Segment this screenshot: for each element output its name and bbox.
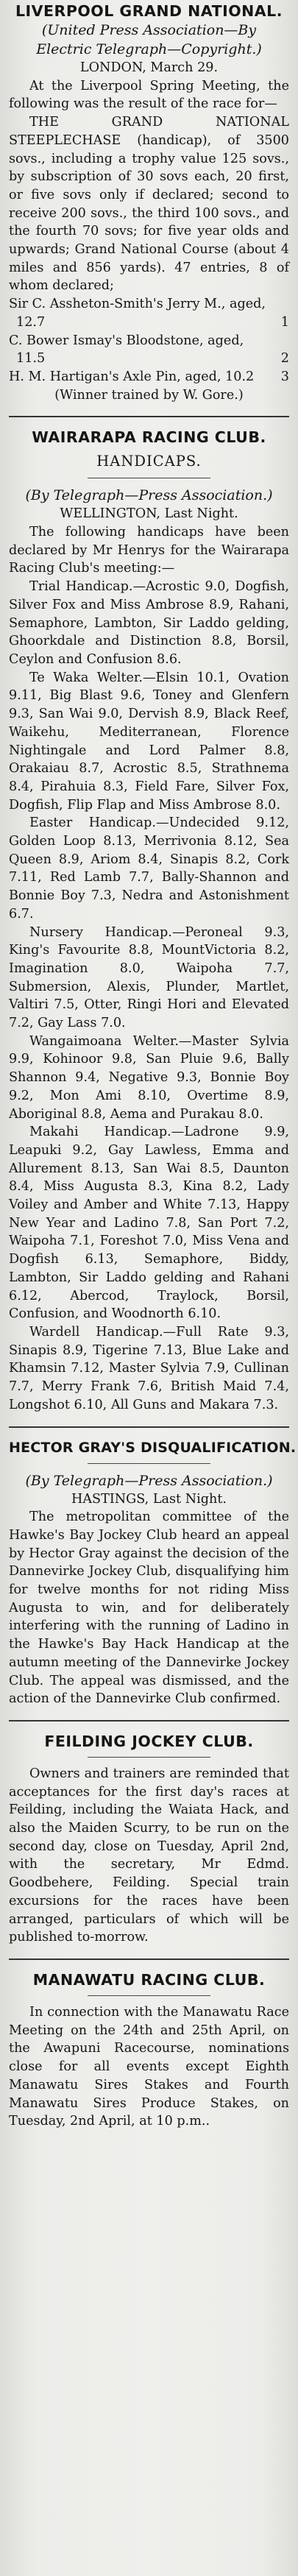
paragraph: The following handicaps have been declared by Mr Henrys for the Wairarapa Racing Club's meeting:— xyxy=(9,525,289,576)
credit-line: (By Telegraph—Press Association.) xyxy=(25,1472,273,1489)
section-divider xyxy=(9,416,289,417)
handicap-paragraph: Trial Handicap.—Acrostic 9.0, Dogfish, Silver Fox and Miss Ambrose 8.9, Rahani, Semaphore, Lambton, Sir Laddo gelding, Ghoorkdale and Distinction 8.8, Borsil, Ceylon and Confusion 8.6. xyxy=(9,579,289,667)
section-divider xyxy=(9,1720,289,1722)
article-heading: HECTOR GRAY'S DISQUALIFICATION. xyxy=(9,1439,297,1456)
short-divider xyxy=(88,1995,211,1996)
credit-line: (By Telegraph—Press Association.) xyxy=(25,487,273,504)
handicap-paragraph: Nursery Handicap.—Peroneal 9.3, King's Favourite 8.8, MountVictoria 8.2, Imagination 8.0, Waipoha 7.7, Submersion, Alexis, Plunder, Martlet, Valtiri 7.5, Otter, Ringi Hori and Elevated 7.2, Gay Lass 7.0. xyxy=(9,924,289,1031)
article-heading: WAIRARAPA RACING CLUB. xyxy=(32,428,266,447)
paragraph: In connection with the Manawatu Race Meeting on the 24th and 25th April, on the Awapuni Racecourse, nominations close for all events except Eighth Manawatu Sires Stakes and Fourth Manawatu Sires Produce Stakes, on Tuesday, 2nd April, at 10 p.m.. xyxy=(9,2004,289,2129)
placing-row xyxy=(9,368,289,386)
hector-gray-article xyxy=(9,1438,297,1708)
article-body xyxy=(9,1490,289,1708)
handicap-paragraph: Wardell Handicap.—Full Rate 9.3, Sinapis 8.9, Tigerine 7.13, Blue Lake and Khamsin 7.12, Master Sylvia 7.9, Cullinan 7.7, Merry Frank 7.6, British Maid 7.4, Longshot 6.10, All Guns and Makara 7.3. xyxy=(9,1325,289,1412)
manawatu-article xyxy=(9,1970,289,2131)
article-body xyxy=(9,2003,289,2131)
short-divider xyxy=(88,1757,211,1758)
article-heading: LIVERPOOL GRAND NATIONAL. xyxy=(15,2,283,20)
paragraph: THE GRAND NATIONAL STEEPLECHASE (handicap), of 3500 sovs., including a trophy value 125 sovs., by subscription of 30 sovs each, 20 first, or five sovs only if declared; second to receive 200 sovs., the third 100 sovs., and the fourth 70 sovs; for five year olds and upwards; Grand National Course (about 4 miles and 856 yards). 47 entries, 8 of whom declared; xyxy=(9,115,289,294)
placing-position: 3 xyxy=(280,369,289,384)
dateline: LONDON, March 29. xyxy=(79,60,219,75)
placing-text: C. Bower Ismay's Bloodstone, aged, 11.5 xyxy=(9,333,244,367)
handicap-paragraph: Te Waka Welter.—Elsin 10.1, Ovation 9.11, Big Blast 9.6, Toney and Glenfern 9.3, San Wai 9.0, Dervish 8.9, Black Reef, Waikehu, Mediterranean, Florence Nightingale and Lord Palmer 8.8, Orakaiau 8.7, Acrostic 8.5, Strathnema 8.4, Pirahuia 8.3, Field Fare, Silver Fox, Dogfish, Flip Flap and Miss Ambrose 8.0. xyxy=(9,670,289,813)
section-divider xyxy=(9,1958,289,1960)
handicap-paragraph: Wangaimoana Welter.—Master Sylvia 9.9, Kohinoor 9.8, San Pluie 9.6, Bally Shannon 9.4, Negative 9.3, Bonnie Boy 9.2, Mon Ami 8.10, Overtime 8.9, Aboriginal 8.8, Aema and Purakau 8.0. xyxy=(9,1033,289,1122)
short-divider xyxy=(88,1463,211,1464)
placing-position: 2 xyxy=(280,351,289,367)
article-body xyxy=(9,59,289,295)
placing-position: 1 xyxy=(280,314,289,330)
winner-note: (Winner trained by W. Gore.) xyxy=(54,387,244,403)
section-divider xyxy=(9,1426,289,1428)
paragraph: The metropolitan committee of the Hawke's Bay Jockey Club heard an appeal by Hector Gray against the decision of the Dannevirke Jockey Club, disqualifying him for twelve months for not riding Miss Augusta to win, and for deliberately interfering with the running of Ladino in the Hawke's Bay Hack Handicap at the autumn meeting of the Dannevirke Jockey Club. The appeal was dismissed, and the action of the Dannevirke Club confirmed. xyxy=(9,1510,289,1707)
article-heading: MANAWATU RACING CLUB. xyxy=(32,1970,266,1989)
subheading: HANDICAPS. xyxy=(96,453,202,470)
dateline: HASTINGS, Last Night. xyxy=(71,1491,227,1507)
dateline: WELLINGTON, Last Night. xyxy=(60,506,238,522)
article-heading: FEILDING JOCKEY CLUB. xyxy=(44,1732,254,1750)
placing-row xyxy=(9,332,289,368)
handicap-paragraph: Makahi Handicap.—Ladrone 9.9, Leapuki 9.2, Gay Lawless, Emma and Allurement 8.13, San Wai 8.5, Daunton 8.4, Miss Augusta 8.3, Kina 8.2, Lady Voiley and Amber and White 7.13, Happy New Year and Ladino 7.8, San Port 7.2, Waipoha 7.1, Foreshot 7.0, Miss Vena and Dogfish 6.13, Semaphore, Biddy, Lambton, Sir Laddo gelding and Rahani 6.12, Abercod, Traylock, Borsil, Confusion, and Woodnorth 6.10. xyxy=(9,1125,289,1322)
paragraph: At the Liverpool Spring Meeting, the following was the result of the race for— xyxy=(9,78,289,112)
liverpool-article xyxy=(9,0,289,404)
article-body xyxy=(9,1765,289,1947)
credit-line: (United Press Association—By Electric Telegraph—Copyright.) xyxy=(36,22,262,57)
handicap-paragraph: Easter Handicap.—Undecided 9.12, Golden Loop 8.13, Merrivonia 8.12, Sea Queen 8.9, Ariom 8.4, Sinapis 8.2, Cork 7.11, Red Lamb 7.7, Bally-Shannon and Bonnie Boy 7.3, Nedra and Astonishment 6.7. xyxy=(9,815,289,921)
placing-row xyxy=(9,295,289,331)
placing-text: Sir C. Assheton-Smith's Jerry M., aged, 12.7 xyxy=(9,297,266,330)
placing-text: H. M. Hartigan's Axle Pin, aged, 10.2 xyxy=(9,369,255,384)
feilding-article xyxy=(9,1732,289,1947)
article-body xyxy=(9,505,289,1414)
wairarapa-article xyxy=(9,428,289,1414)
paragraph: Owners and trainers are reminded that acceptances for the first day's races at Feilding, including the Waiata Hack, and also the Maiden Scurry, to be run on the second day, close on Tuesday, April 2nd, with the secretary, Mr Edmd. Goodbehere, Feilding. Special train excursions for the races have been arranged, particulars of which will be published to-morrow. xyxy=(9,1766,289,1945)
placings-list xyxy=(9,295,289,386)
